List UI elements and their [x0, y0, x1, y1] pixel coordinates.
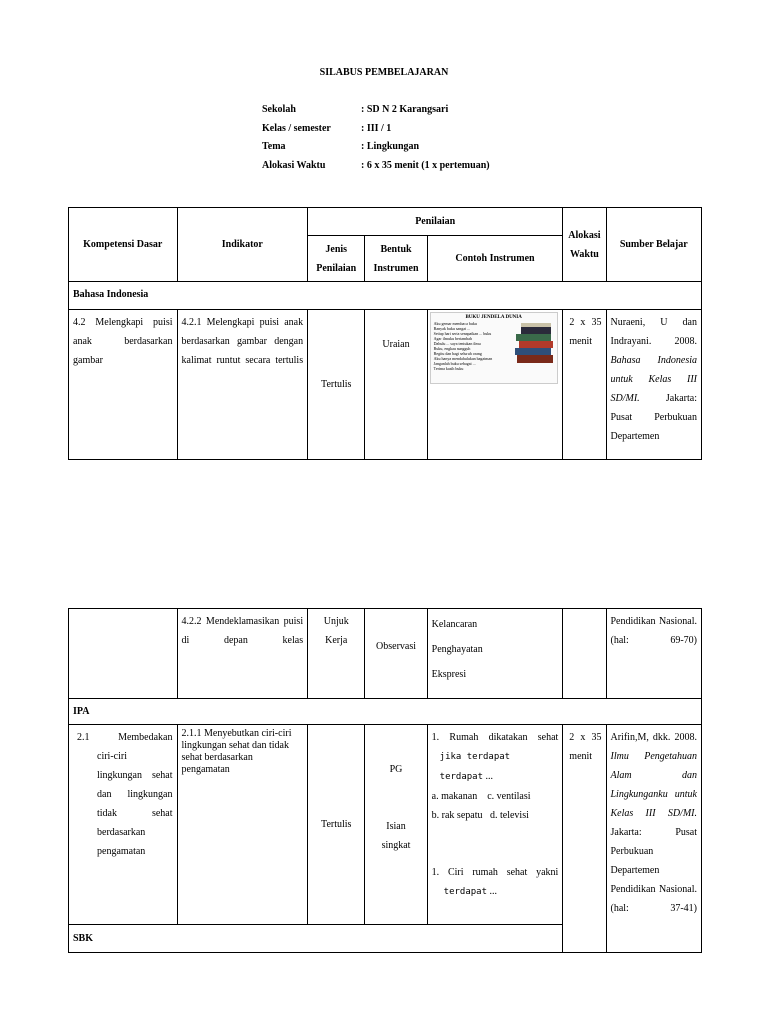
ipa-question-1-cont — [432, 747, 559, 787]
ipa-jenis: Tertulis — [308, 725, 365, 925]
ipa-sumber-publisher: Jakarta: Pusat Perbukuan Departemen Pendidikan Nasional. (hal: 37-41) — [610, 827, 697, 914]
ipa-question-2-handwriting: terdapat — [443, 887, 488, 897]
ipa-kompetensi — [69, 725, 178, 925]
ipa-options-row-2 — [432, 806, 559, 825]
bi2-bentuk: Observasi — [365, 609, 427, 699]
header-bentuk: Bentuk Instrumen — [365, 236, 427, 282]
bi-kompetensi — [69, 310, 178, 460]
poem-line: Aku gemar membaca buku — [433, 321, 477, 326]
ipa-kompetensi-num: 2.1 — [77, 732, 90, 743]
bi-bentuk: Uraian — [365, 310, 427, 460]
poem-line: Aku hanya mendahulukan bagaiman — [433, 356, 493, 361]
bi2-jenis: Unjuk Kerja — [308, 609, 365, 699]
header-alokasi: Alokasi Waktu — [563, 208, 606, 282]
section-sbk: SBK — [69, 925, 563, 953]
bi2-indikator — [177, 609, 308, 699]
ipa-option-a: a. makanan — [431, 791, 478, 802]
info-label-tema: Tema — [262, 141, 286, 152]
info-value-kelas: : III / 1 — [361, 123, 392, 134]
poem-lines — [431, 321, 514, 371]
header-penilaian: Penilaian — [308, 208, 563, 236]
bi-indikator — [177, 310, 308, 460]
bi-sumber — [606, 310, 702, 460]
bi-sumber-publisher: Jakarta: Pusat Perbukuan Departemen — [610, 393, 697, 442]
header-indikator: Indikator — [177, 208, 308, 282]
poem-line: Buku, engkau sungguh — [433, 346, 471, 351]
syllabus-table-2 — [68, 608, 702, 953]
poem-image — [430, 312, 558, 384]
header-jenis: Jenis Penilaian — [308, 236, 365, 282]
ipa-indikator: 2.1.1 Menyebutkan ciri-ciri lingkungan sehat dan tidak sehat berdasarkan pengamatan — [177, 725, 308, 925]
ipa-question-2-cont — [432, 882, 559, 902]
bi-sumber-title: Bahasa Indonesia untuk Kelas III SD/MI. — [610, 355, 697, 404]
bi-kompetensi-text: 4.2 Melengkapi puisi anak berdasarkan gambar — [73, 317, 173, 366]
bi2-contoh-1: Kelancaran — [431, 619, 478, 630]
bi-sumber-author: Nuraeni, U dan Indrayani. 2008. — [610, 317, 697, 347]
header-sumber: Sumber Belajar — [606, 208, 702, 282]
books-icon — [513, 321, 555, 369]
header-kompetensi: Kompetensi Dasar — [69, 208, 178, 282]
ipa-question-1-blank: ... — [485, 771, 494, 782]
info-label-sekolah: Sekolah — [262, 104, 296, 115]
ipa-options-row-1 — [432, 787, 559, 806]
page-title: SILABUS PEMBELAJARAN — [319, 67, 449, 78]
poem-line: Dahulu ... saya tentukan ilmu — [433, 341, 481, 346]
info-value-sekolah: : SD N 2 Karangsari — [361, 104, 449, 115]
bi2-indikator-text: 4.2.2 Mendeklamasikan puisi di depan kelas — [181, 616, 304, 646]
ipa-question-1: 1. Rumah dikatakan sehat — [431, 732, 559, 743]
ipa-contoh — [427, 725, 563, 925]
info-value-alokasi: : 6 x 35 menit (1 x pertemuan) — [361, 160, 490, 171]
bi2-contoh-2: Penghayatan — [431, 644, 483, 655]
bi2-sumber: Pendidikan Nasional. (hal: 69-70) — [606, 609, 702, 699]
poem-line: Terima kasih buku — [433, 366, 464, 371]
ipa-kompetensi-rest: ciri-ciri lingkungan sehat dan lingkungan tidak sehat berdasarkan pengamatan — [97, 751, 173, 857]
poem-line: Agar ilmuku bertambah — [433, 336, 472, 341]
ipa-sumber-title: Ilmu Pengetahuan Alam dan Lingkunganku untuk Kelas III SD/MI. — [610, 751, 697, 819]
info-label-kelas: Kelas / semester — [262, 123, 331, 134]
poem-line: Setiap hari serta senapatkan ... buku — [433, 331, 492, 336]
ipa-bentuk-pg: PG — [389, 764, 403, 775]
bi-jenis: Tertulis — [308, 310, 365, 460]
poem-line: Banyak buku sangat ... — [433, 326, 471, 331]
bi2-contoh-3: Ekspresi — [431, 669, 467, 680]
ipa-option-c: c. ventilasi — [487, 791, 531, 802]
ipa-kompetensi-head — [77, 728, 173, 747]
ipa-sumber — [606, 725, 702, 953]
section-bahasa-indonesia: Bahasa Indonesia — [69, 282, 702, 310]
syllabus-table-1 — [68, 207, 702, 460]
ipa-alokasi: 2 x 35 menit — [563, 725, 606, 953]
bi-alokasi: 2 x 35 menit — [563, 310, 606, 460]
info-label-alokasi: Alokasi Waktu — [262, 160, 326, 171]
ipa-question-1-handwriting: jika terdapat terdapat — [439, 752, 511, 782]
ipa-bentuk-isian: Isian singkat — [381, 821, 411, 851]
ipa-bentuk — [365, 725, 427, 925]
ipa-question-2: 1. Ciri rumah sehat yakni — [431, 867, 559, 878]
section-ipa: IPA — [69, 699, 702, 725]
bi2-contoh — [427, 609, 563, 699]
poem-line: Janganlah buku sebagai ... — [433, 361, 476, 366]
poem-line: Begitu dan bagi seluruh orang — [433, 351, 482, 356]
ipa-option-b: b. rak sepatu — [431, 810, 483, 821]
ipa-sumber-author: Arifin,M, dkk. 2008. — [610, 732, 697, 743]
bi-contoh — [427, 310, 563, 460]
header-contoh: Contoh Instrumen — [427, 236, 563, 282]
poem-title: BUKU JENDELA DUNIA — [465, 315, 522, 320]
bi-indikator-text: 4.2.1 Melengkapi puisi anak berdasarkan gambar dengan kalimat runtut secara tertulis — [181, 317, 304, 366]
bi2-alokasi — [563, 609, 606, 699]
info-value-tema: : Lingkungan — [361, 141, 420, 152]
ipa-kompetensi-verb: Membedakan — [118, 732, 173, 743]
bi2-kompetensi — [69, 609, 178, 699]
ipa-option-d: d. televisi — [489, 810, 529, 821]
ipa-question-2-blank: ... — [489, 886, 498, 897]
